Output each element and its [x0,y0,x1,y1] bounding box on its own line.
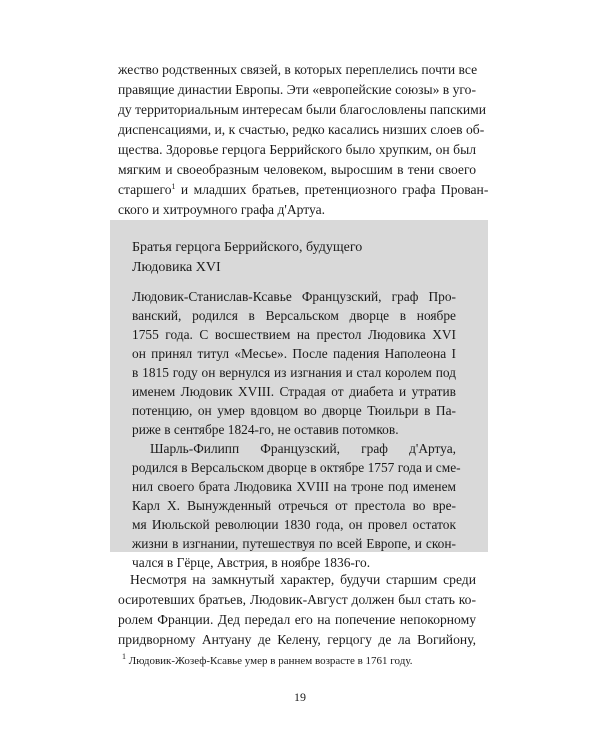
sidebar-title-line: Людовика XVI [132,260,221,275]
text-line: потенцию, он умер вдовцом во дворце Тюильри в Па- [132,403,456,418]
text-segment: старшего [118,182,172,197]
text-line: ванский, родился в Версальском дворце в ноябре [132,308,456,323]
text-line: риже в сентябре 1824-го, не оставив потомков. [132,422,399,437]
page-number: 19 [294,690,306,704]
text-line: ского и хитроумного графа д'Артуа. [118,202,326,217]
text-line: жизни в изгнании, путешествуя по всей Европе, и скон- [132,536,456,551]
text-line [118,180,489,200]
footnote-text: Людовик-Жозеф-Ксавье умер в раннем возрасте в 1761 году. [128,655,413,667]
text-line: ролем Франции. Дед передал его на попечение непокорному [118,612,476,627]
text-line: придворному Антуану де Келену, герцогу де ла Вогийону, [118,632,476,647]
footnote [122,653,412,669]
text-line: Людовик-Станислав-Ксавье Французский, граф Про- [132,289,456,304]
text-line: Карл X. Вынужденный отречься от престола во вре- [132,498,456,513]
text-line: родился в Версальском дворце в октябре 1757 года и сме- [132,460,461,475]
text-line: именем Людовик XVIII. Страдая от диабета и утратив [132,384,456,399]
text-line: чался в Гёрце, Австрия, в ноябре 1836-го. [132,555,371,570]
sidebar-title-line: Братья герцога Беррийского, будущего [132,240,363,255]
footnote-reference: 1 [171,182,176,191]
text-line: осиротевших братьев, Людовик-Август должен был стать ко- [118,592,476,607]
text-segment: и младших братьев, претенциозного графа Прован- [180,182,489,197]
text-line: мя Июльской революции 1830 года, он провел остаток [132,517,456,532]
footnote-mark: 1 [122,652,126,661]
text-line: щества. Здоровье герцога Беррийского было хрупким, он был [118,142,476,157]
text-line: жество родственных связей, в которых переплелись почти все [118,62,478,77]
text-line: Шарль-Филипп Французский, граф д'Артуа, [150,441,456,456]
text-line: в 1815 году он вернулся из изгнания и стал королем под [132,365,456,380]
text-line: правящие династии Европы. Эти «европейские союзы» в уго- [118,82,476,97]
text-line: ду территориальным интересам были благословлены папскими [118,102,487,117]
text-line: Несмотря на замкнутый характер, будучи старшим среди [130,572,476,587]
text-line: нил своего брата Людовика XVIII на троне под именем [132,479,456,494]
text-line: он принял титул «Месье». После падения Наполеона I [132,346,456,361]
text-line: диспенсациями, и, к счастью, редко касались низших слоев об- [118,122,485,137]
text-line: 1755 года. С восшествием на престол Людовика XVI [132,327,456,342]
text-line: мягким и своеобразным человеком, выросшим в тени своего [118,162,476,177]
